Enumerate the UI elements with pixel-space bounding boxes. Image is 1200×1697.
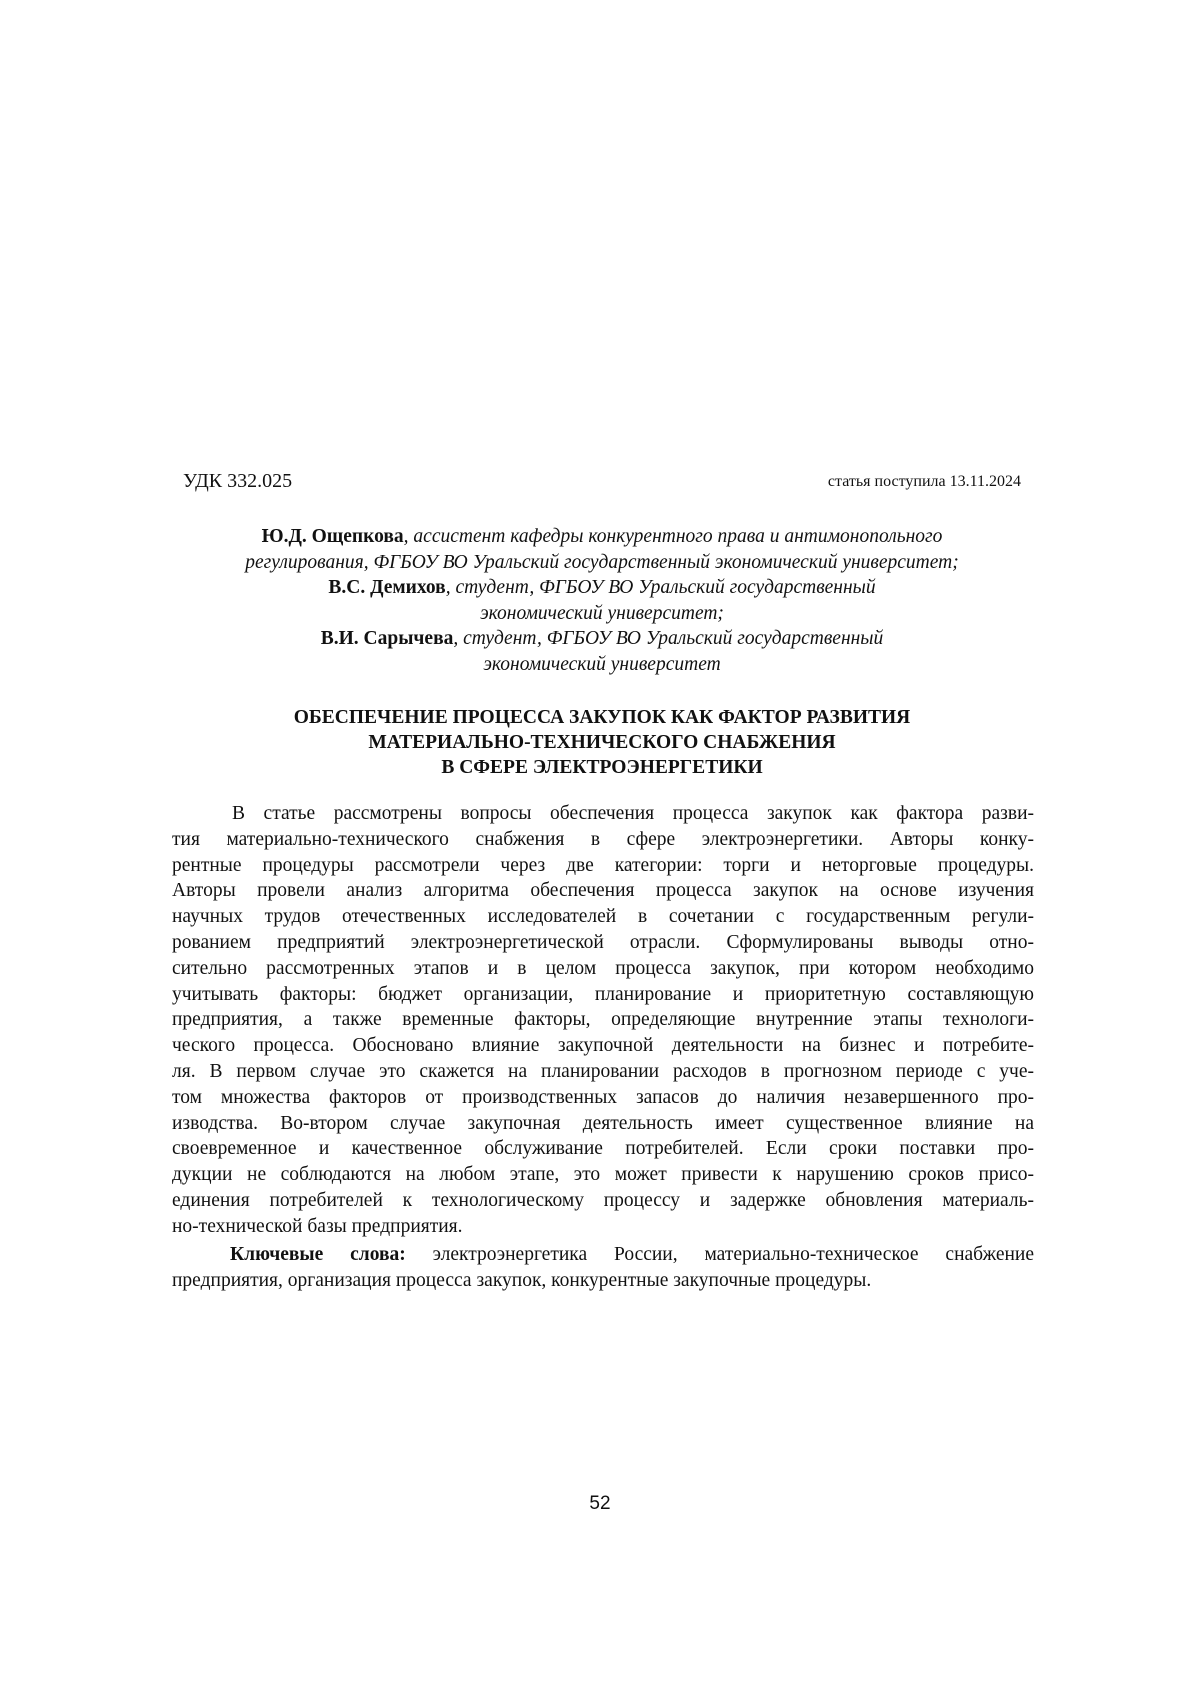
abstract-line: но-технической базы предприятия.	[172, 1215, 463, 1237]
author-2-affiliation-2: экономический университет;	[480, 602, 724, 624]
author-1-line-2	[170, 550, 1034, 576]
author-3-line-2	[170, 652, 1034, 678]
author-1-name: Ю.Д. Ощепкова	[261, 526, 404, 547]
author-1-affiliation-2: регулирования, ФГБОУ ВО Уральский государственный экономический университет;	[245, 551, 959, 573]
author-1-line-1	[170, 524, 1034, 550]
abstract-line: единения потребителей к технологическому процессу и задержке обновления материаль-	[172, 1189, 1034, 1211]
abstract-line: учитывать факторы: бюджет организации, планирование и приоритетную составляющую	[172, 983, 1034, 1005]
received-date: статья поступила 13.11.2024	[827, 473, 1021, 490]
author-2-affiliation-1: , студент, ФГБОУ ВО Уральский государственный	[445, 577, 876, 598]
abstract-line: предприятия, а также временные факторы, определяющие внутренние этапы технологи-	[172, 1009, 1034, 1031]
title-line-1: ОБЕСПЕЧЕНИЕ ПРОЦЕССА ЗАКУПОК КАК ФАКТОР РАЗВИТИЯ	[293, 707, 911, 728]
header-line	[183, 470, 1021, 496]
abstract-line: тия материально-технического снабжения в сфере электроэнергетики. Авторы конку-	[172, 828, 1034, 850]
keywords-text-1: электроэнергетика России, материально-техническое снабжение	[405, 1244, 1034, 1265]
author-3-affiliation-1: , студент, ФГБОУ ВО Уральский государственный	[453, 628, 884, 649]
abstract-line: изводства. Во-втором случае закупочная деятельность имеет существенное влияние на	[172, 1112, 1034, 1134]
title-line-3: В СФЕРЕ ЭЛЕКТРОЭНЕРГЕТИКИ	[441, 757, 763, 778]
author-1-affiliation-1: , ассистент кафедры конкурентного права и антимонопольного	[403, 526, 943, 547]
page-number: 52	[589, 1493, 611, 1514]
author-2-line-2	[170, 601, 1034, 627]
abstract-line: Авторы провели анализ алгоритма обеспечения процесса закупок на основе изучения	[172, 880, 1034, 902]
keywords-block	[172, 1242, 1034, 1294]
abstract-line: дукции не соблюдаются на любом этапе, это может привести к нарушению сроков присо-	[172, 1164, 1034, 1186]
abstract-line: том множества факторов от производственных запасов до наличия незавершенного про-	[172, 1086, 1034, 1108]
keywords-line-2: предприятия, организация процесса закупок, конкурентные закупочные процедуры.	[172, 1269, 872, 1291]
keywords-label: Ключевые слова:	[230, 1244, 406, 1265]
keywords-line-1	[172, 1242, 1034, 1268]
title-line-2: МАТЕРИАЛЬНО-ТЕХНИЧЕСКОГО СНАБЖЕНИЯ	[368, 732, 836, 753]
abstract-line: ческого процесса. Обосновано влияние закупочной деятельности на бизнес и потребите-	[172, 1035, 1034, 1057]
abstract	[172, 801, 1034, 1240]
author-2-line-1	[170, 575, 1034, 601]
abstract-line: рентные процедуры рассмотрели через две категории: торги и неторговые процедуры.	[172, 854, 1034, 876]
abstract-line: ля. В первом случае это скажется на планировании расходов в прогнозном периоде с уче-	[172, 1060, 1034, 1082]
author-3-line-1	[170, 626, 1034, 652]
author-3-affiliation-2: экономический университет	[483, 653, 721, 675]
abstract-line: сительно рассмотренных этапов и в целом процесса закупок, при котором необходимо	[172, 957, 1034, 979]
abstract-line: В статье рассмотрены вопросы обеспечения процесса закупок как фактора разви-	[232, 803, 1034, 824]
udc-code: УДК 332.025	[183, 470, 293, 492]
article-title	[150, 705, 1054, 780]
abstract-line: научных трудов отечественных исследователей в сочетании с государственным регули-	[172, 906, 1034, 928]
authors-block	[170, 524, 1034, 677]
author-2-name: В.С. Демихов	[328, 577, 446, 598]
abstract-line: своевременное и качественное обслуживание потребителей. Если сроки поставки про-	[172, 1138, 1034, 1160]
author-3-name: В.И. Сарычева	[320, 628, 454, 649]
abstract-line: рованием предприятий электроэнергетической отрасли. Сформулированы выводы отно-	[172, 931, 1034, 953]
